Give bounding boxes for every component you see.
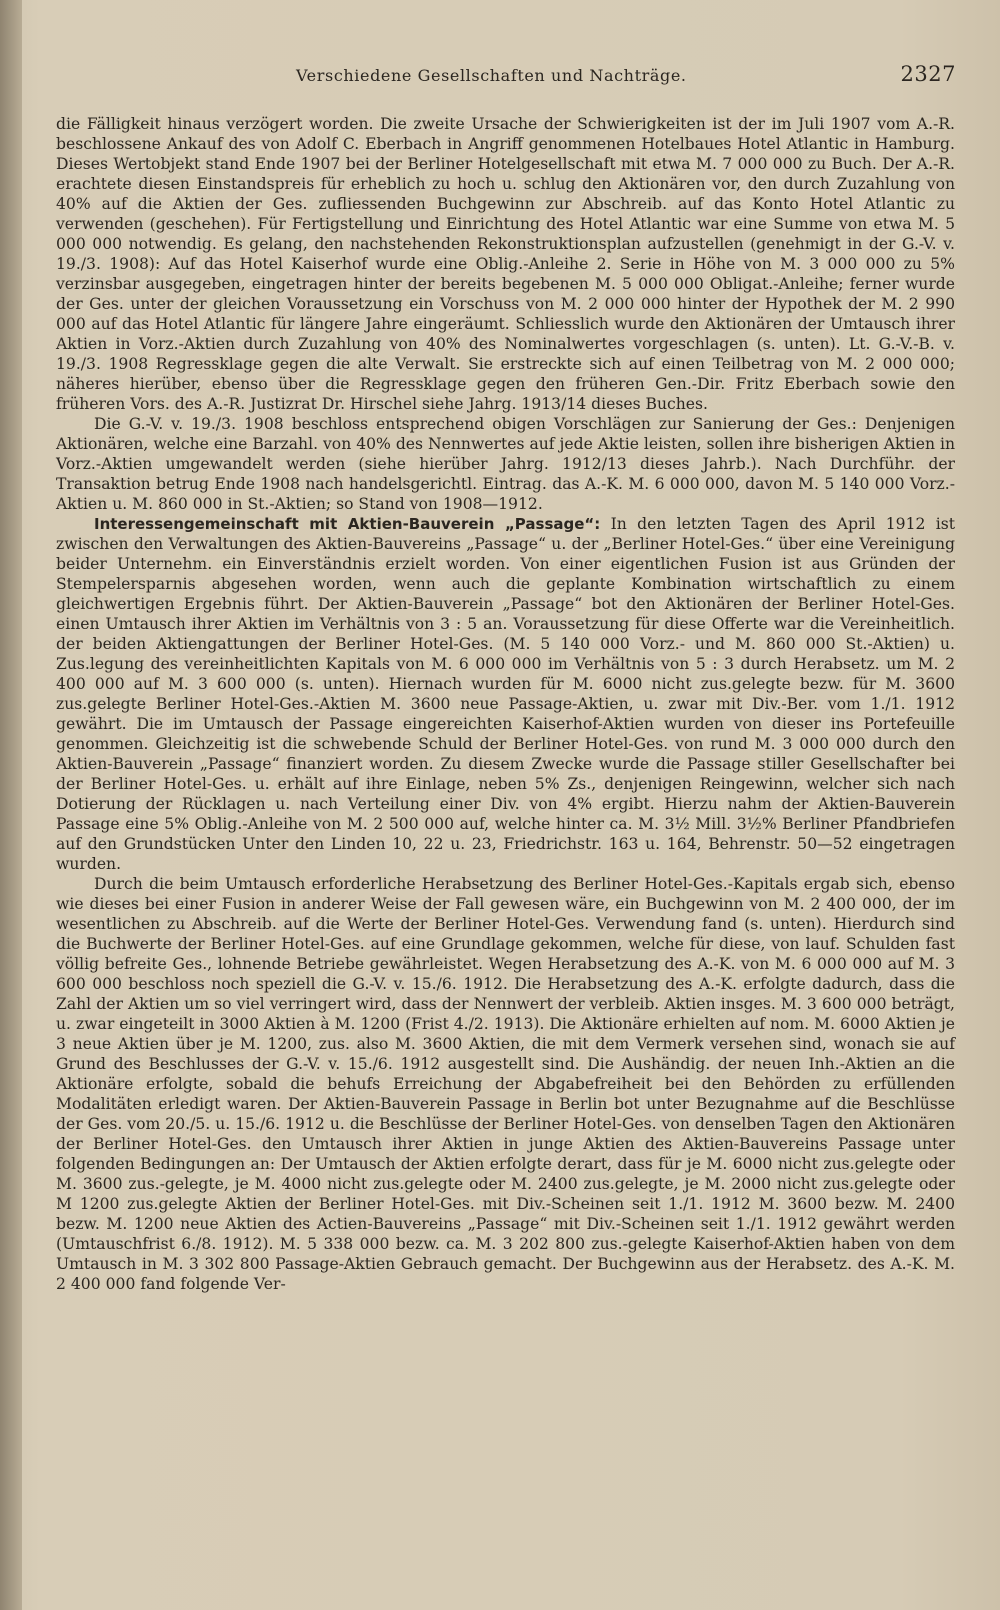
page-number: 2327 [900, 62, 956, 86]
paragraph-text: Durch die beim Umtausch erforderliche Herabsetzung des Berliner Hotel-Ges.-Kapitals ergab sich, ebenso wie dieses bei einer Fusion in anderer Weise der Fall gewesen wäre, ein Buchgewinn von M. 2 400 000, der im wesentlichen zu Abschreib. auf die Werte der Berliner Hotel-Ges. Verwendung fand (s. unten). Hierdurch sind die Buchwerte der Berliner Hotel-Ges. auf eine Grundlage gekommen, welche für diese, von lauf. Schulden fast völlig befreite Ges., lohnende Betriebe gewährleistet. Wegen Herabsetzung des A.-K. von M. 6 000 000 auf M. 3 600 000 beschloss noch speziell die G.-V. v. 15./6. 1912. Die Herabsetzung des A.-K. erfolgte dadurch, dass die Zahl der Aktien um so viel verringert wird, dass der Nennwert der verbleib. Aktien insges. M. 3 600 000 beträgt, u. zwar eingeteilt in 3000 Aktien à M. 1200 (Frist 4./2. 1913). Die Aktionäre erhielten auf nom. M. 6000 Aktien je 3 neue Aktien über je M. 1200, zus. also M. 3600 Aktien, die mit dem Vermerk versehen sind, wonach sie auf Grund des Beschlusses der G.-V. v. 15./6. 1912 ausgestellt sind. Die Aushändig. der neuen Inh.-Aktien an die Aktionäre erfolgte, sobald die behufs Erreichung der Abgabefreiheit bei den Behörden zu erfüllenden Modalitäten erledigt waren. Der Aktien-Bauverein Passage in Berlin bot unter Bezugnahme auf die Beschlüsse der Ges. vom 20./5. u. 15./6. 1912 u. die Beschlüsse der Berliner Hotel-Ges. von denselben Tagen den Aktionären der Berliner Hotel-Ges. den Umtausch ihrer Aktien in junge Aktien des Aktien-Bauvereins Passage unter folgenden Bedingungen an: Der Umtausch der Aktien erfolgte derart, dass für je M. 6000 nicht zus.gelegte oder M. 3600 zus.-gelegte, je M. 4000 nicht zus.gelegte oder M. 2400 zus.gelegte, je M. 2000 nicht zus.gelegte oder M 1200 zus.gelegte Aktien der Berliner Hotel-Ges. mit Div.-Scheinen seit 1./1. 1912 M. 3600 bezw. M. 2400 bezw. M. 1200 neue Aktien des Actien-Bauvereins „Passage“ mit Div.-Scheinen seit 1./1. 1912 gewährt werden (Umtauschfrist 6./8. 1912). M. 5 338 000 bezw. ca. M. 3 202 800 zus.-gelegte Kaiserhof-Aktien haben von dem Umtausch in M. 3 302 800 Passage-Aktien Gebrauch gemacht. Der Buchgewinn aus der Herabsetz. des A.-K. M. 2 400 000 fand folgende Ver- [56, 875, 955, 1293]
paragraph [56, 414, 955, 514]
paragraph-text: Die G.-V. v. 19./3. 1908 beschloss entsprechend obigen Vorschlägen zur Sanierung der Ges.: Denjenigen Aktionären, welche eine Barzahl. von 40% des Nennwertes auf jede Aktie leisten, sollen ihre bisherigen Aktien in Vorz.-Aktien umgewandelt werden (siehe hierüber Jahrg. 1912/13 dieses Jahrb.). Nach Durchführ. der Transaktion betrug Ende 1908 nach handelsgerichtl. Eintrag. das A.-K. M. 6 000 000, davon M. 5 140 000 Vorz.-Aktien u. M. 860 000 in St.-Aktien; so Stand von 1908—1912. [56, 415, 955, 513]
book-spine-shadow [0, 0, 22, 1610]
paragraph [56, 114, 955, 414]
paragraph-text: In den letzten Tagen des April 1912 ist zwischen den Verwaltungen des Aktien-Bauvereins „Passage“ u. der „Berliner Hotel-Ges.“ über eine Vereinigung beider Unternehm. ein Einverständnis erzielt worden. Von einer eigentlichen Fusion ist aus Gründen der Stempelersparnis abgesehen worden, wenn auch die geplante Kombination wirtschaftlich zu einem gleichwertigen Ergebnis führt. Der Aktien-Bauverein „Passage“ bot den Aktionären der Berliner Hotel-Ges. einen Umtausch ihrer Aktien im Verhältnis von 3 : 5 an. Voraussetzung für diese Offerte war die Vereinheitlich. der beiden Aktiengattungen der Berliner Hotel-Ges. (M. 5 140 000 Vorz.- und M. 860 000 St.-Aktien) u. Zus.legung des vereinheitlichten Kapitals von M. 6 000 000 im Verhältnis von 5 : 3 durch Herabsetz. um M. 2 400 000 auf M. 3 600 000 (s. unten). Hiernach wurden für M. 6000 nicht zus.gelegte bezw. für M. 3600 zus.gelegte Berliner Hotel-Ges.-Aktien M. 3600 neue Passage-Aktien, u. zwar mit Div.-Ber. vom 1./1. 1912 gewährt. Die im Umtausch der Passage eingereichten Kaiserhof-Aktien wurden von dieser ins Portefeuille genommen. Gleichzeitig ist die schwebende Schuld der Berliner Hotel-Ges. von rund M. 3 000 000 durch den Aktien-Bauverein „Passage“ finanziert worden. Zu diesem Zwecke wurde die Passage stiller Gesellschafter bei der Berliner Hotel-Ges. u. erhält auf ihre Einlage, neben 5% Zs., denjenigen Reingewinn, welcher sich nach Dotierung der Rücklagen u. nach Verteilung einer Div. von 4% ergibt. Hierzu nahm der Aktien-Bauverein Passage eine 5% Oblig.-Anleihe von M. 2 500 000 auf, welche hinter ca. M. 3½ Mill. 3½% Berliner Pfandbriefen auf den Grundstücken Unter den Linden 10, 22 u. 23, Friedrichstr. 163 u. 164, Behrenstr. 50—52 eingetragen wurden. [56, 515, 955, 873]
page-header [60, 62, 960, 90]
paragraph [56, 514, 955, 874]
paragraph-text: die Fälligkeit hinaus verzögert worden. Die zweite Ursache der Schwierigkeiten ist der im Juli 1907 vom A.-R. beschlossene Ankauf des von Adolf C. Eberbach in Angriff genommenen Hotelbaues Hotel Atlantic in Hamburg. Dieses Wertobjekt stand Ende 1907 bei der Berliner Hotelgesellschaft mit etwa M. 7 000 000 zu Buch. Der A.-R. erachtete diesen Einstandspreis für erheblich zu hoch u. schlug den Aktionären vor, den durch Zuzahlung von 40% auf die Aktien der Ges. zufliessenden Buchgewinn zur Abschreib. auf das Konto Hotel Atlantic zu verwenden (geschehen). Für Fertigstellung und Einrichtung des Hotel Atlantic war eine Summe von etwa M. 5 000 000 notwendig. Es gelang, den nachstehenden Rekonstruktionsplan aufzustellen (genehmigt in der G.-V. v. 19./3. 1908): Auf das Hotel Kaiserhof wurde eine Oblig.-Anleihe 2. Serie in Höhe von M. 3 000 000 zu 5% verzinsbar ausgegeben, eingetragen hinter der bereits begebenen M. 5 000 000 Obligat.-Anleihe; ferner wurde der Ges. unter der gleichen Voraussetzung ein Vorschuss von M. 2 000 000 hinter der Hypothek der M. 2 990 000 auf das Hotel Atlantic für längere Jahre eingeräumt. Schliesslich wurde den Aktionären der Umtausch ihrer Aktien in Vorz.-Aktien durch Zuzahlung von 40% des Nominalwertes vorgeschlagen (s. unten). Lt. G.-V.-B. v. 19./3. 1908 Regressklage gegen die alte Verwalt. Sie erstreckte sich auf einen Teilbetrag von M. 2 000 000; näheres hierüber, ebenso über die Regressklage gegen den früheren Gen.-Dir. Fritz Eberbach sowie den früheren Vors. des A.-R. Justizrat Dr. Hirschel siehe Jahrg. 1913/14 dieses Buches. [56, 115, 955, 413]
section-heading: Interessengemeinschaft mit Aktien-Bauverein „Passage“: [94, 515, 601, 533]
page-body [56, 114, 955, 1294]
running-title: Verschiedene Gesellschaften und Nachträge. [296, 66, 687, 85]
paragraph [56, 874, 955, 1294]
